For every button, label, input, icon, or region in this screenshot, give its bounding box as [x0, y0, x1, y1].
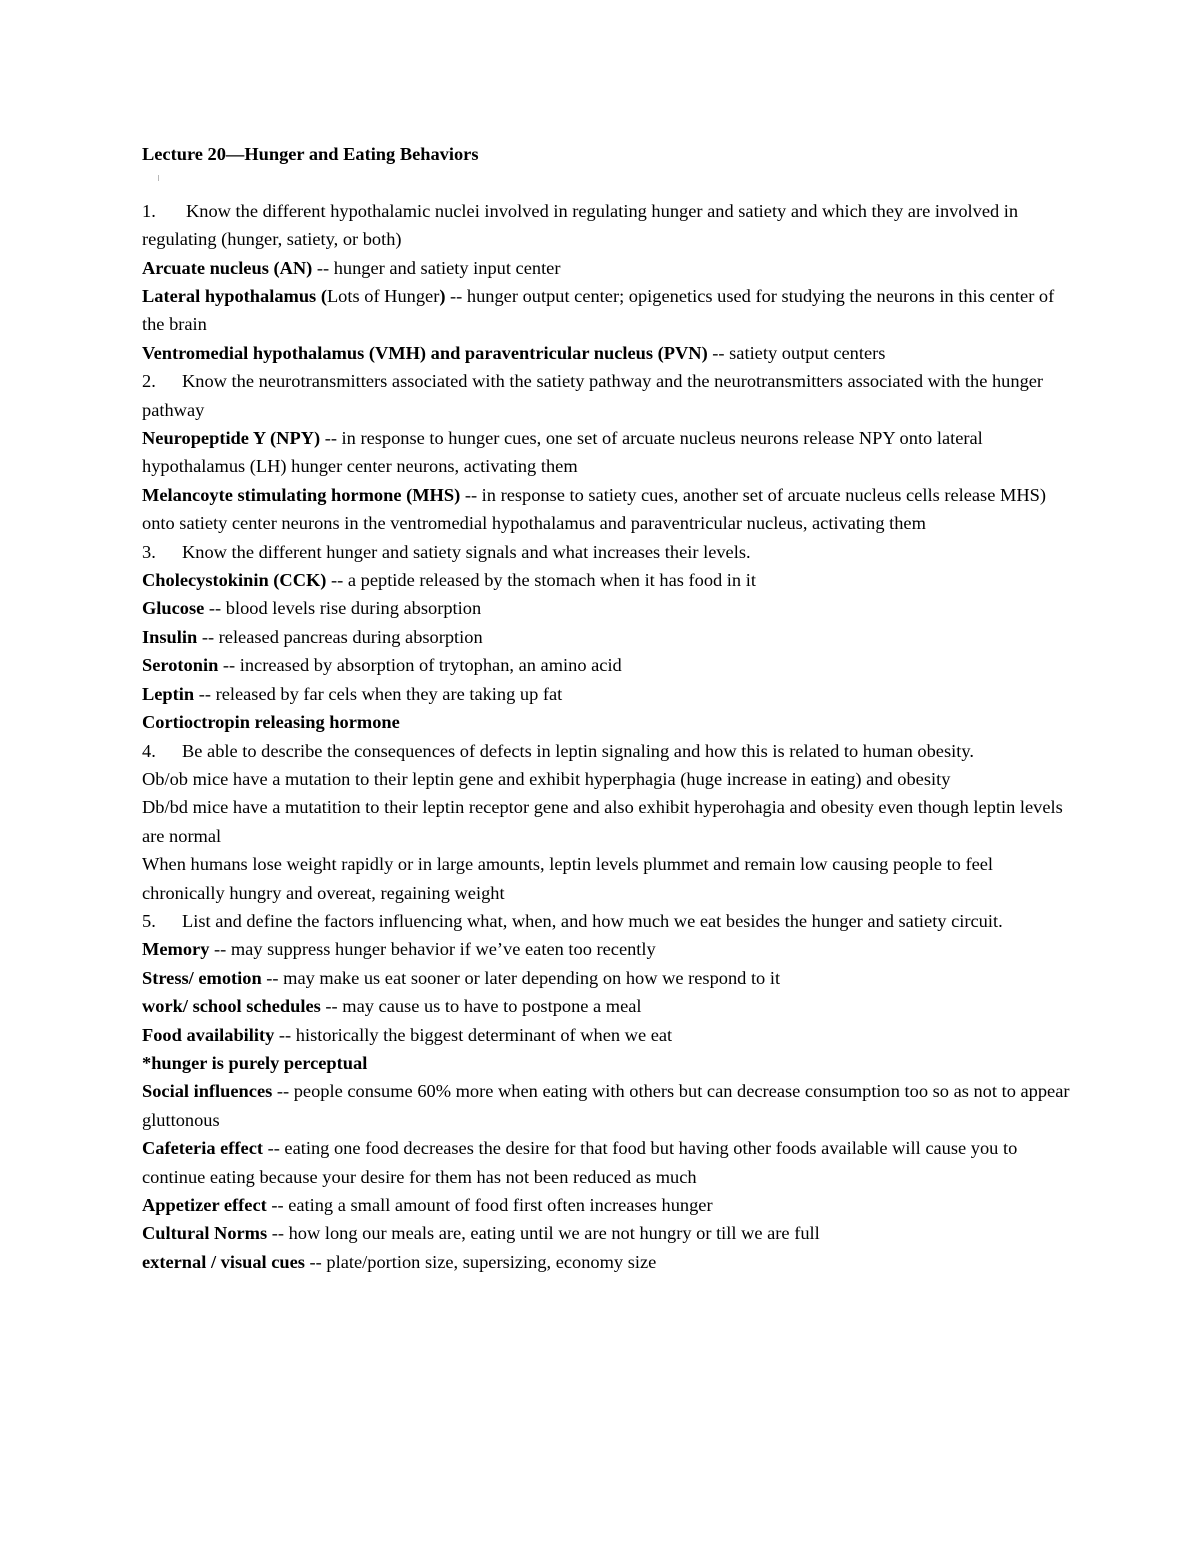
question-5: [142, 907, 1072, 935]
answer-paragraph: Db/bd mice have a mutatition to their leptin receptor gene and also exhibit hyperohagia and obesity even though leptin levels are normal: [142, 797, 1063, 846]
answer-item: [142, 1191, 1072, 1219]
answer-item: [142, 964, 1072, 992]
answer-term: Glucose: [142, 598, 205, 619]
answer-item: [142, 1021, 1072, 1049]
question-1: [142, 197, 1072, 254]
question-text: Be able to describe the consequences of defects in leptin signaling and how this is related to human obesity.: [182, 740, 974, 761]
answer-text: -- historically the biggest determinant of when we eat: [274, 1024, 673, 1045]
question-number: 5.: [142, 910, 156, 931]
answer-item: [142, 254, 1072, 282]
answer-text: -- a peptide released by the stomach when it has food in it: [326, 570, 756, 591]
answer-term: Neuropeptide Y (NPY): [142, 428, 321, 449]
answer-term: Serotonin: [142, 655, 219, 676]
answer-item: [142, 935, 1072, 963]
answer-text: -- satiety output centers: [707, 342, 886, 363]
answer-term: Appetizer effect: [142, 1195, 267, 1216]
answer-item: [142, 339, 1072, 367]
cursor-mark: [158, 175, 159, 181]
answer-text: Lots of Hunger: [326, 286, 440, 307]
answer-text: -- hunger output center; opigenetics used for studying the neurons in this center of the brain: [142, 286, 1055, 335]
answer-item: [142, 481, 1072, 538]
answer-term: Cortioctropin releasing hormone: [142, 712, 400, 733]
answer-term: Stress/ emotion: [142, 967, 262, 988]
answer-term: Arcuate nucleus (AN): [142, 257, 313, 278]
answer-paragraph: Ob/ob mice have a mutation to their leptin gene and exhibit hyperphagia (huge increase in eating) and obesity: [142, 768, 951, 789]
answer-item: [142, 594, 1072, 622]
answer-term: work/ school schedules: [142, 996, 321, 1017]
answer-item: [142, 651, 1072, 679]
answer-item: [142, 708, 1072, 736]
answer-item: [142, 1248, 1072, 1276]
answer-term: external / visual cues: [142, 1251, 305, 1272]
answer-item: [142, 1134, 1072, 1191]
question-text: List and define the factors influencing what, when, and how much we eat besides the hunger and satiety circuit.: [182, 910, 1003, 931]
question-number: 2.: [142, 371, 156, 392]
answer-text: -- hunger and satiety input center: [312, 257, 561, 278]
answer-text: -- increased by absorption of trytophan, an amino acid: [218, 655, 622, 676]
page-title: Lecture 20—Hunger and Eating Behaviors: [142, 144, 479, 164]
answer-term: Cultural Norms: [142, 1223, 268, 1244]
question-number: 1.: [142, 200, 156, 221]
answer-text: -- people consume 60% more when eating with others but can decrease consumption too so as not to appear gluttonous: [142, 1081, 1070, 1130]
question-2: [142, 367, 1072, 424]
answer-term: ): [439, 286, 446, 307]
answer-item: [142, 680, 1072, 708]
answer-term: Cholecystokinin (CCK): [142, 570, 327, 591]
answer-paragraph: When humans lose weight rapidly or in large amounts, leptin levels plummet and remain low causing people to feel chronically hungry and overeat, regaining weight: [142, 854, 994, 903]
answer-text: -- may cause us to have to postpone a meal: [320, 996, 642, 1017]
answer-text: -- plate/portion size, supersizing, economy size: [304, 1251, 657, 1272]
answer-term: Leptin: [142, 683, 195, 704]
answer-text: -- in response to satiety cues, another set of arcuate nucleus cells release MHS) onto satiety center neurons in the ventromedial hypothalamus and paraventricular nucleus, activating them: [142, 484, 1046, 534]
answer-text: -- may suppress hunger behavior if we’ve eaten too recently: [209, 939, 656, 960]
answer-term: Lateral hypothalamus (: [142, 286, 327, 307]
question-number: 3.: [142, 541, 156, 562]
answer-item: [142, 566, 1072, 594]
document-body: [142, 140, 1072, 1276]
answer-term: Melancoyte stimulating hormone (MHS): [142, 484, 461, 505]
question-text: Know the neurotransmitters associated with the satiety pathway and the neurotransmitters associated with the hunger pathway: [142, 371, 1044, 420]
answer-item: [142, 623, 1072, 651]
answer-item: [142, 1049, 1072, 1077]
question-text: Know the different hypothalamic nuclei involved in regulating hunger and satiety and which they are involved in regulating (hunger, satiety, or both): [142, 200, 1019, 250]
answer-term: Cafeteria effect: [142, 1138, 263, 1159]
answer-text: -- may make us eat sooner or later depending on how we respond to it: [261, 967, 781, 988]
answer-item: [142, 1077, 1072, 1134]
answer-term: Memory: [142, 939, 210, 960]
answer-item: [142, 1219, 1072, 1247]
answer-term: *hunger is purely perceptual: [142, 1052, 368, 1073]
answer-text: -- released pancreas during absorption: [197, 626, 483, 647]
answer-text: -- blood levels rise during absorption: [204, 598, 482, 619]
answer-text: -- in response to hunger cues, one set of arcuate nucleus neurons release NPY onto lateral hypothalamus (LH) hunger center neurons, activating them: [142, 428, 983, 477]
question-3: [142, 538, 1072, 566]
answer-text: -- how long our meals are, eating until we are not hungry or till we are full: [267, 1223, 820, 1244]
answer-term: Insulin: [142, 626, 198, 647]
answer-text: -- eating one food decreases the desire for that food but having other foods available will cause you to continue eating because your desire for them has not been reduced as much: [142, 1138, 1018, 1187]
answer-term: Ventromedial hypothalamus (VMH) and paraventricular nucleus (PVN): [142, 342, 708, 363]
answer-text: -- eating a small amount of food first often increases hunger: [266, 1195, 713, 1216]
question-4: [142, 737, 1072, 765]
answer-item: [142, 424, 1072, 481]
answer-term: Social influences: [142, 1081, 273, 1102]
question-number: 4.: [142, 740, 156, 761]
answer-item: [142, 992, 1072, 1020]
blank-line: [142, 168, 1072, 196]
answer-term: Food availability: [142, 1024, 275, 1045]
answer-text: -- released by far cels when they are taking up fat: [194, 683, 563, 704]
answer-item: [142, 282, 1072, 339]
question-text: Know the different hunger and satiety signals and what increases their levels.: [182, 541, 751, 562]
